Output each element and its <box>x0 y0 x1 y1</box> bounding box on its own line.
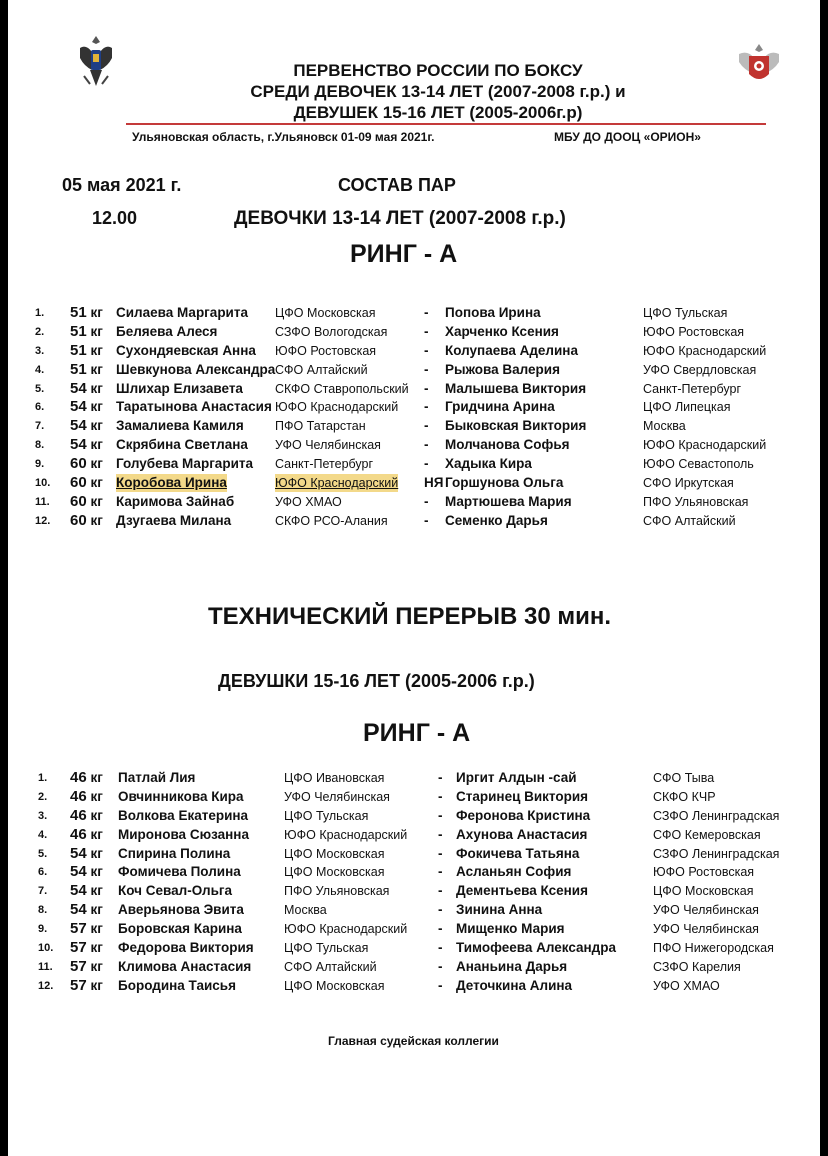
weight-value: 54 <box>70 844 87 862</box>
boxer-b-region: УФО ХМАО <box>653 978 720 993</box>
weight-unit: кг <box>90 456 103 472</box>
weight-value: 54 <box>70 882 87 900</box>
pair-number: 10. <box>38 942 54 955</box>
weight-unit: кг <box>90 475 103 491</box>
boxer-a-name: Фомичева Полина <box>118 864 241 880</box>
pair-row <box>8 807 820 826</box>
weight-value: 54 <box>70 417 87 435</box>
weight-value: 46 <box>70 787 87 805</box>
document-page <box>8 0 820 1156</box>
boxer-b-name: Быковская Виктория <box>445 418 587 434</box>
boxer-b-region: ЮФО Краснодарский <box>643 438 767 453</box>
boxer-a-name: Скрябина Светлана <box>116 437 248 453</box>
weight-value: 54 <box>70 436 87 454</box>
boxer-a-name: Климова Анастасия <box>118 958 252 974</box>
boxer-b-name: Феронова Кристина <box>456 807 591 823</box>
weight-category <box>70 436 103 454</box>
weight-unit: кг <box>90 418 103 434</box>
pair-number: 4. <box>38 828 48 841</box>
pair-row <box>8 493 820 512</box>
pair-number: 9. <box>35 458 45 471</box>
pair-row <box>8 920 820 939</box>
weight-value: 46 <box>70 806 87 824</box>
weight-unit: кг <box>90 512 103 528</box>
weight-value: 54 <box>70 379 87 397</box>
pair-row <box>8 863 820 882</box>
weight-category <box>70 882 103 900</box>
boxer-a-name: Каримова Зайнаб <box>116 493 235 509</box>
boxer-a-name: Шлихар Елизавета <box>116 380 243 396</box>
pair-row <box>8 398 820 417</box>
boxer-b-name: Зинина Анна <box>456 902 543 918</box>
boxer-b-region: СКФО КЧР <box>653 789 716 804</box>
boxer-b-name: Молчанова Софья <box>445 437 570 453</box>
pair-number: 3. <box>35 344 45 357</box>
weight-category <box>70 939 103 957</box>
weight-unit: кг <box>90 807 103 823</box>
pair-separator: - <box>438 845 443 861</box>
pair-separator: - <box>438 902 443 918</box>
pair-row <box>8 939 820 958</box>
section1-ring-title: РИНГ - А <box>350 240 458 268</box>
boxer-a-name: Беляева Алеся <box>116 323 218 339</box>
pair-row <box>8 304 820 323</box>
boxer-a-region: УФО ХМАО <box>275 494 342 509</box>
pair-separator: - <box>424 399 429 415</box>
pair-separator: - <box>438 977 443 993</box>
weight-unit: кг <box>90 883 103 899</box>
boxer-b-name: Харченко Ксения <box>445 323 559 339</box>
weight-unit: кг <box>90 864 103 880</box>
pair-number: 12. <box>35 514 51 527</box>
boxer-a-region: ЦФО Московская <box>284 978 385 993</box>
pair-row <box>8 361 820 380</box>
weight-value: 54 <box>70 901 87 919</box>
weight-unit: кг <box>90 977 103 993</box>
boxer-b-name: Ахунова Анастасия <box>456 826 588 842</box>
boxer-a-name: Бородина Таисья <box>118 977 236 993</box>
boxer-b-region: УФО Челябинская <box>653 903 759 918</box>
weight-category <box>70 901 103 919</box>
weight-unit: кг <box>90 399 103 415</box>
boxer-b-region: Санкт-Петербург <box>643 381 742 396</box>
weight-unit: кг <box>90 902 103 918</box>
header-divider <box>126 123 766 125</box>
boxer-b-name: Иргит Алдын -сай <box>456 770 577 785</box>
boxer-a-name: Патлай Лия <box>118 770 196 785</box>
weight-unit: кг <box>90 940 103 956</box>
weight-category <box>70 958 103 976</box>
pair-row <box>8 901 820 920</box>
pair-number: 7. <box>35 420 45 433</box>
weight-category <box>70 920 103 938</box>
boxer-b-region: ЮФО Ростовская <box>643 324 745 339</box>
boxer-a-name: Спирина Полина <box>118 845 231 861</box>
pair-number: 11. <box>38 960 53 973</box>
pair-row <box>8 455 820 474</box>
boxer-a-name: Замалиева Камиля <box>116 418 244 434</box>
boxer-b-region: ЦФО Тульская <box>643 306 728 320</box>
pair-number: 8. <box>38 904 48 917</box>
section2-ring-title: РИНГ - А <box>363 719 471 747</box>
boxer-a-name: Голубева Маргарита <box>116 456 253 472</box>
weight-category <box>70 863 103 881</box>
pair-number: 12. <box>38 979 54 992</box>
weight-unit: кг <box>90 770 103 785</box>
pair-row <box>8 882 820 901</box>
boxer-a-region: ЮФО Краснодарский <box>275 400 399 415</box>
weight-category <box>70 769 103 787</box>
boxer-b-region: УФО Челябинская <box>653 922 759 937</box>
pair-separator: - <box>438 807 443 823</box>
pair-separator: - <box>438 826 443 842</box>
pair-number: 10. <box>35 477 51 490</box>
weight-value: 51 <box>70 304 87 321</box>
boxer-b-name: Асланьян София <box>456 864 572 880</box>
boxer-a-region: СЗФО Вологодская <box>275 324 388 339</box>
boxer-a-region: ЮФО Краснодарский <box>275 476 399 491</box>
boxer-a-region: ЮФО Ростовская <box>275 343 377 358</box>
boxer-a-region: ЦФО Тульская <box>284 808 369 823</box>
event-location: Ульяновская область, г.Ульяновск 01-09 мая 2021г. <box>132 130 435 144</box>
pair-row <box>8 474 820 493</box>
weight-value: 57 <box>70 957 87 975</box>
weight-unit: кг <box>90 958 103 974</box>
boxer-b-region: ЮФО Ростовская <box>653 865 755 880</box>
boxer-a-name: Сухондяевская Анна <box>116 342 256 358</box>
pair-number: 6. <box>38 866 48 879</box>
boxer-b-region: СФО Кемеровская <box>653 827 761 842</box>
header-title-line2: СРЕДИ ДЕВОЧЕК 13-14 ЛЕТ (2007-2008 г.р.) и <box>250 82 626 101</box>
pair-row <box>8 769 820 788</box>
boxer-b-name: Рыжова Валерия <box>445 361 560 377</box>
session-title: СОСТАВ ПАР <box>338 175 456 195</box>
weight-category <box>70 455 103 473</box>
weight-category <box>70 380 103 398</box>
section1-pairs-table <box>8 304 820 531</box>
pair-separator: - <box>424 342 429 358</box>
boxer-a-region: СФО Алтайский <box>275 362 368 377</box>
weight-unit: кг <box>90 323 103 339</box>
header-title-line3: ДЕВУШЕК 15-16 ЛЕТ (2005-2006г.р) <box>293 103 583 122</box>
weight-unit: кг <box>90 305 103 320</box>
boxer-b-region: УФО Свердловская <box>643 362 757 377</box>
boxer-a-region: ЦФО Московская <box>275 306 376 320</box>
pair-separator: - <box>424 493 429 509</box>
weight-unit: кг <box>90 380 103 396</box>
pair-number: 9. <box>38 923 48 936</box>
weight-value: 60 <box>70 492 87 510</box>
boxer-b-name: Малышева Виктория <box>445 380 587 396</box>
boxer-b-name: Попова Ирина <box>445 305 541 320</box>
pair-number: 3. <box>38 809 48 822</box>
boxer-a-region: ЮФО Краснодарский <box>284 922 408 937</box>
section1-group-title: ДЕВОЧКИ 13-14 ЛЕТ (2007-2008 г.р.) <box>234 208 566 229</box>
weight-unit: кг <box>90 788 103 804</box>
pair-separator: НЯ <box>424 475 444 491</box>
session-date: 05 мая 2021 г. <box>62 175 182 195</box>
pair-separator: - <box>438 864 443 880</box>
weight-category <box>70 512 103 530</box>
boxer-b-name: Тимофеева Александра <box>456 940 617 956</box>
pair-separator: - <box>438 788 443 804</box>
boxer-a-region: ЦФО Тульская <box>284 941 369 956</box>
weight-value: 60 <box>70 511 87 529</box>
boxer-a-name: Коробова Ирина <box>116 475 227 491</box>
boxer-a-region: ЦФО Ивановская <box>284 771 385 785</box>
pair-row <box>8 417 820 436</box>
pair-separator: - <box>438 921 443 937</box>
pair-row <box>8 380 820 399</box>
pair-number: 1. <box>38 772 48 784</box>
boxer-b-region: СЗФО Ленинградская <box>653 808 780 823</box>
boxer-a-name: Овчинникова Кира <box>118 788 244 804</box>
boxer-b-region: ЦФО Московская <box>653 884 754 899</box>
boxer-a-region: ЦФО Московская <box>284 846 385 861</box>
weight-value: 57 <box>70 939 87 957</box>
boxer-a-region: Санкт-Петербург <box>275 457 374 472</box>
weight-category <box>70 304 103 322</box>
weight-value: 54 <box>70 398 87 416</box>
pair-number: 2. <box>38 790 48 803</box>
boxer-a-name: Аверьянова Эвита <box>118 902 244 918</box>
pair-separator: - <box>424 437 429 453</box>
boxer-b-name: Горшунова Ольга <box>445 475 564 491</box>
boxer-b-name: Гридчина Арина <box>445 399 555 415</box>
boxer-a-region: ПФО Татарстан <box>275 419 366 434</box>
weight-value: 54 <box>70 863 87 881</box>
weight-category <box>70 493 103 511</box>
pair-separator: - <box>424 305 429 320</box>
boxer-a-region: Москва <box>284 903 327 918</box>
weight-category <box>70 807 103 825</box>
boxer-b-name: Фокичева Татьяна <box>456 845 580 861</box>
pair-separator: - <box>424 418 429 434</box>
session-time: 12.00 <box>92 208 138 228</box>
weight-category <box>70 826 103 844</box>
boxer-b-name: Ананьина Дарья <box>456 958 568 974</box>
pair-separator: - <box>424 361 429 377</box>
weight-value: 46 <box>70 825 87 843</box>
boxer-b-name: Деточкина Алина <box>456 977 573 993</box>
boxer-b-name: Дементьева Ксения <box>456 883 588 899</box>
boxer-a-region: СКФО РСО-Алания <box>275 513 388 528</box>
pair-separator: - <box>424 380 429 396</box>
weight-value: 46 <box>70 769 87 786</box>
boxer-a-name: Миронова Сюзанна <box>118 826 249 842</box>
pair-separator: - <box>438 883 443 899</box>
boxer-a-region: ЮФО Краснодарский <box>284 827 408 842</box>
ministry-eagle-emblem <box>76 30 116 90</box>
pair-separator: - <box>424 456 429 472</box>
weight-value: 51 <box>70 360 87 378</box>
boxer-a-name: Федорова Виктория <box>118 940 254 956</box>
pair-row <box>8 788 820 807</box>
pair-separator: - <box>424 323 429 339</box>
weight-value: 57 <box>70 920 87 938</box>
boxer-a-name: Шевкунова Александра <box>116 361 276 377</box>
weight-category <box>70 323 103 341</box>
boxer-a-region: ПФО Ульяновская <box>284 884 390 899</box>
boxer-b-region: ПФО Нижегородская <box>653 941 774 956</box>
pair-number: 11. <box>35 495 50 508</box>
pair-number: 1. <box>35 307 45 319</box>
weight-value: 60 <box>70 455 87 473</box>
boxer-b-name: Семенко Дарья <box>445 512 548 528</box>
pair-row <box>8 958 820 977</box>
boxer-a-name: Волкова Екатерина <box>118 807 249 823</box>
pair-row <box>8 342 820 361</box>
pair-row <box>8 436 820 455</box>
boxer-a-region: СКФО Ставропольский <box>275 381 409 396</box>
pair-separator: - <box>424 512 429 528</box>
section2-pairs-table <box>8 769 820 996</box>
boxer-b-name: Мартюшева Мария <box>445 493 572 509</box>
boxer-b-region: СЗФО Ленинградская <box>653 846 780 861</box>
weight-value: 51 <box>70 341 87 359</box>
boxer-b-region: СФО Алтайский <box>643 513 736 528</box>
boxer-b-region: СФО Тыва <box>653 771 715 785</box>
federation-emblem <box>736 40 782 90</box>
organizer: МБУ ДО ДООЦ «ОРИОН» <box>554 130 701 144</box>
boxer-b-name: Хадыка Кира <box>445 456 532 472</box>
weight-category <box>70 398 103 416</box>
weight-category <box>70 845 103 863</box>
weight-value: 57 <box>70 976 87 994</box>
weight-unit: кг <box>90 826 103 842</box>
boxer-b-region: Москва <box>643 419 686 434</box>
footer-signature: Главная судейская коллегии <box>328 1034 499 1048</box>
boxer-b-region: ЮФО Севастополь <box>643 457 754 472</box>
pair-separator: - <box>438 770 443 785</box>
boxer-b-region: ЮФО Краснодарский <box>643 343 767 358</box>
weight-value: 51 <box>70 322 87 340</box>
weight-unit: кг <box>90 361 103 377</box>
pair-number: 5. <box>38 847 48 860</box>
boxer-a-region: ЦФО Московская <box>284 865 385 880</box>
weight-category <box>70 788 103 806</box>
boxer-a-name: Коч Севал-Ольга <box>118 883 233 899</box>
pair-separator: - <box>438 940 443 956</box>
pair-number: 4. <box>35 363 45 376</box>
weight-category <box>70 342 103 360</box>
boxer-a-region: УФО Челябинская <box>275 438 381 453</box>
boxer-b-region: ПФО Ульяновская <box>643 494 749 509</box>
boxer-b-name: Старинец Виктория <box>456 788 589 804</box>
weight-unit: кг <box>90 845 103 861</box>
boxer-a-region: УФО Челябинская <box>284 789 390 804</box>
header-title-line1: ПЕРВЕНСТВО РОССИИ ПО БОКСУ <box>293 61 583 80</box>
pair-number: 8. <box>35 439 45 452</box>
pair-number: 6. <box>35 401 45 414</box>
weight-unit: кг <box>90 437 103 453</box>
boxer-b-name: Колупаева Аделина <box>445 342 578 358</box>
boxer-a-name: Силаева Маргарита <box>116 305 248 320</box>
pair-row <box>8 512 820 531</box>
boxer-a-name: Дзугаева Милана <box>116 512 232 528</box>
boxer-a-name: Таратынова Анастасия <box>116 399 272 415</box>
weight-unit: кг <box>90 342 103 358</box>
pair-number: 2. <box>35 325 45 338</box>
weight-category <box>70 417 103 435</box>
pair-number: 5. <box>35 382 45 395</box>
weight-value: 60 <box>70 474 87 492</box>
weight-category <box>70 361 103 379</box>
boxer-b-region: СФО Иркутская <box>643 476 734 491</box>
weight-category <box>70 474 103 492</box>
boxer-b-name: Мищенко Мария <box>456 921 565 937</box>
weight-unit: кг <box>90 493 103 509</box>
technical-break-title: ТЕХНИЧЕСКИЙ ПЕРЕРЫВ 30 мин. <box>208 603 612 630</box>
weight-category <box>70 977 103 995</box>
boxer-a-name: Боровская Карина <box>118 921 242 937</box>
pair-row <box>8 977 820 996</box>
section2-group-title: ДЕВУШКИ 15-16 ЛЕТ (2005-2006 г.р.) <box>218 671 535 691</box>
boxer-b-region: СЗФО Карелия <box>653 959 741 974</box>
pair-number: 7. <box>38 885 48 898</box>
boxer-b-region: ЦФО Липецкая <box>643 400 731 415</box>
pair-row <box>8 845 820 864</box>
pair-row <box>8 826 820 845</box>
boxer-a-region: СФО Алтайский <box>284 959 377 974</box>
pair-separator: - <box>438 958 443 974</box>
weight-unit: кг <box>90 921 103 937</box>
pair-row <box>8 323 820 342</box>
